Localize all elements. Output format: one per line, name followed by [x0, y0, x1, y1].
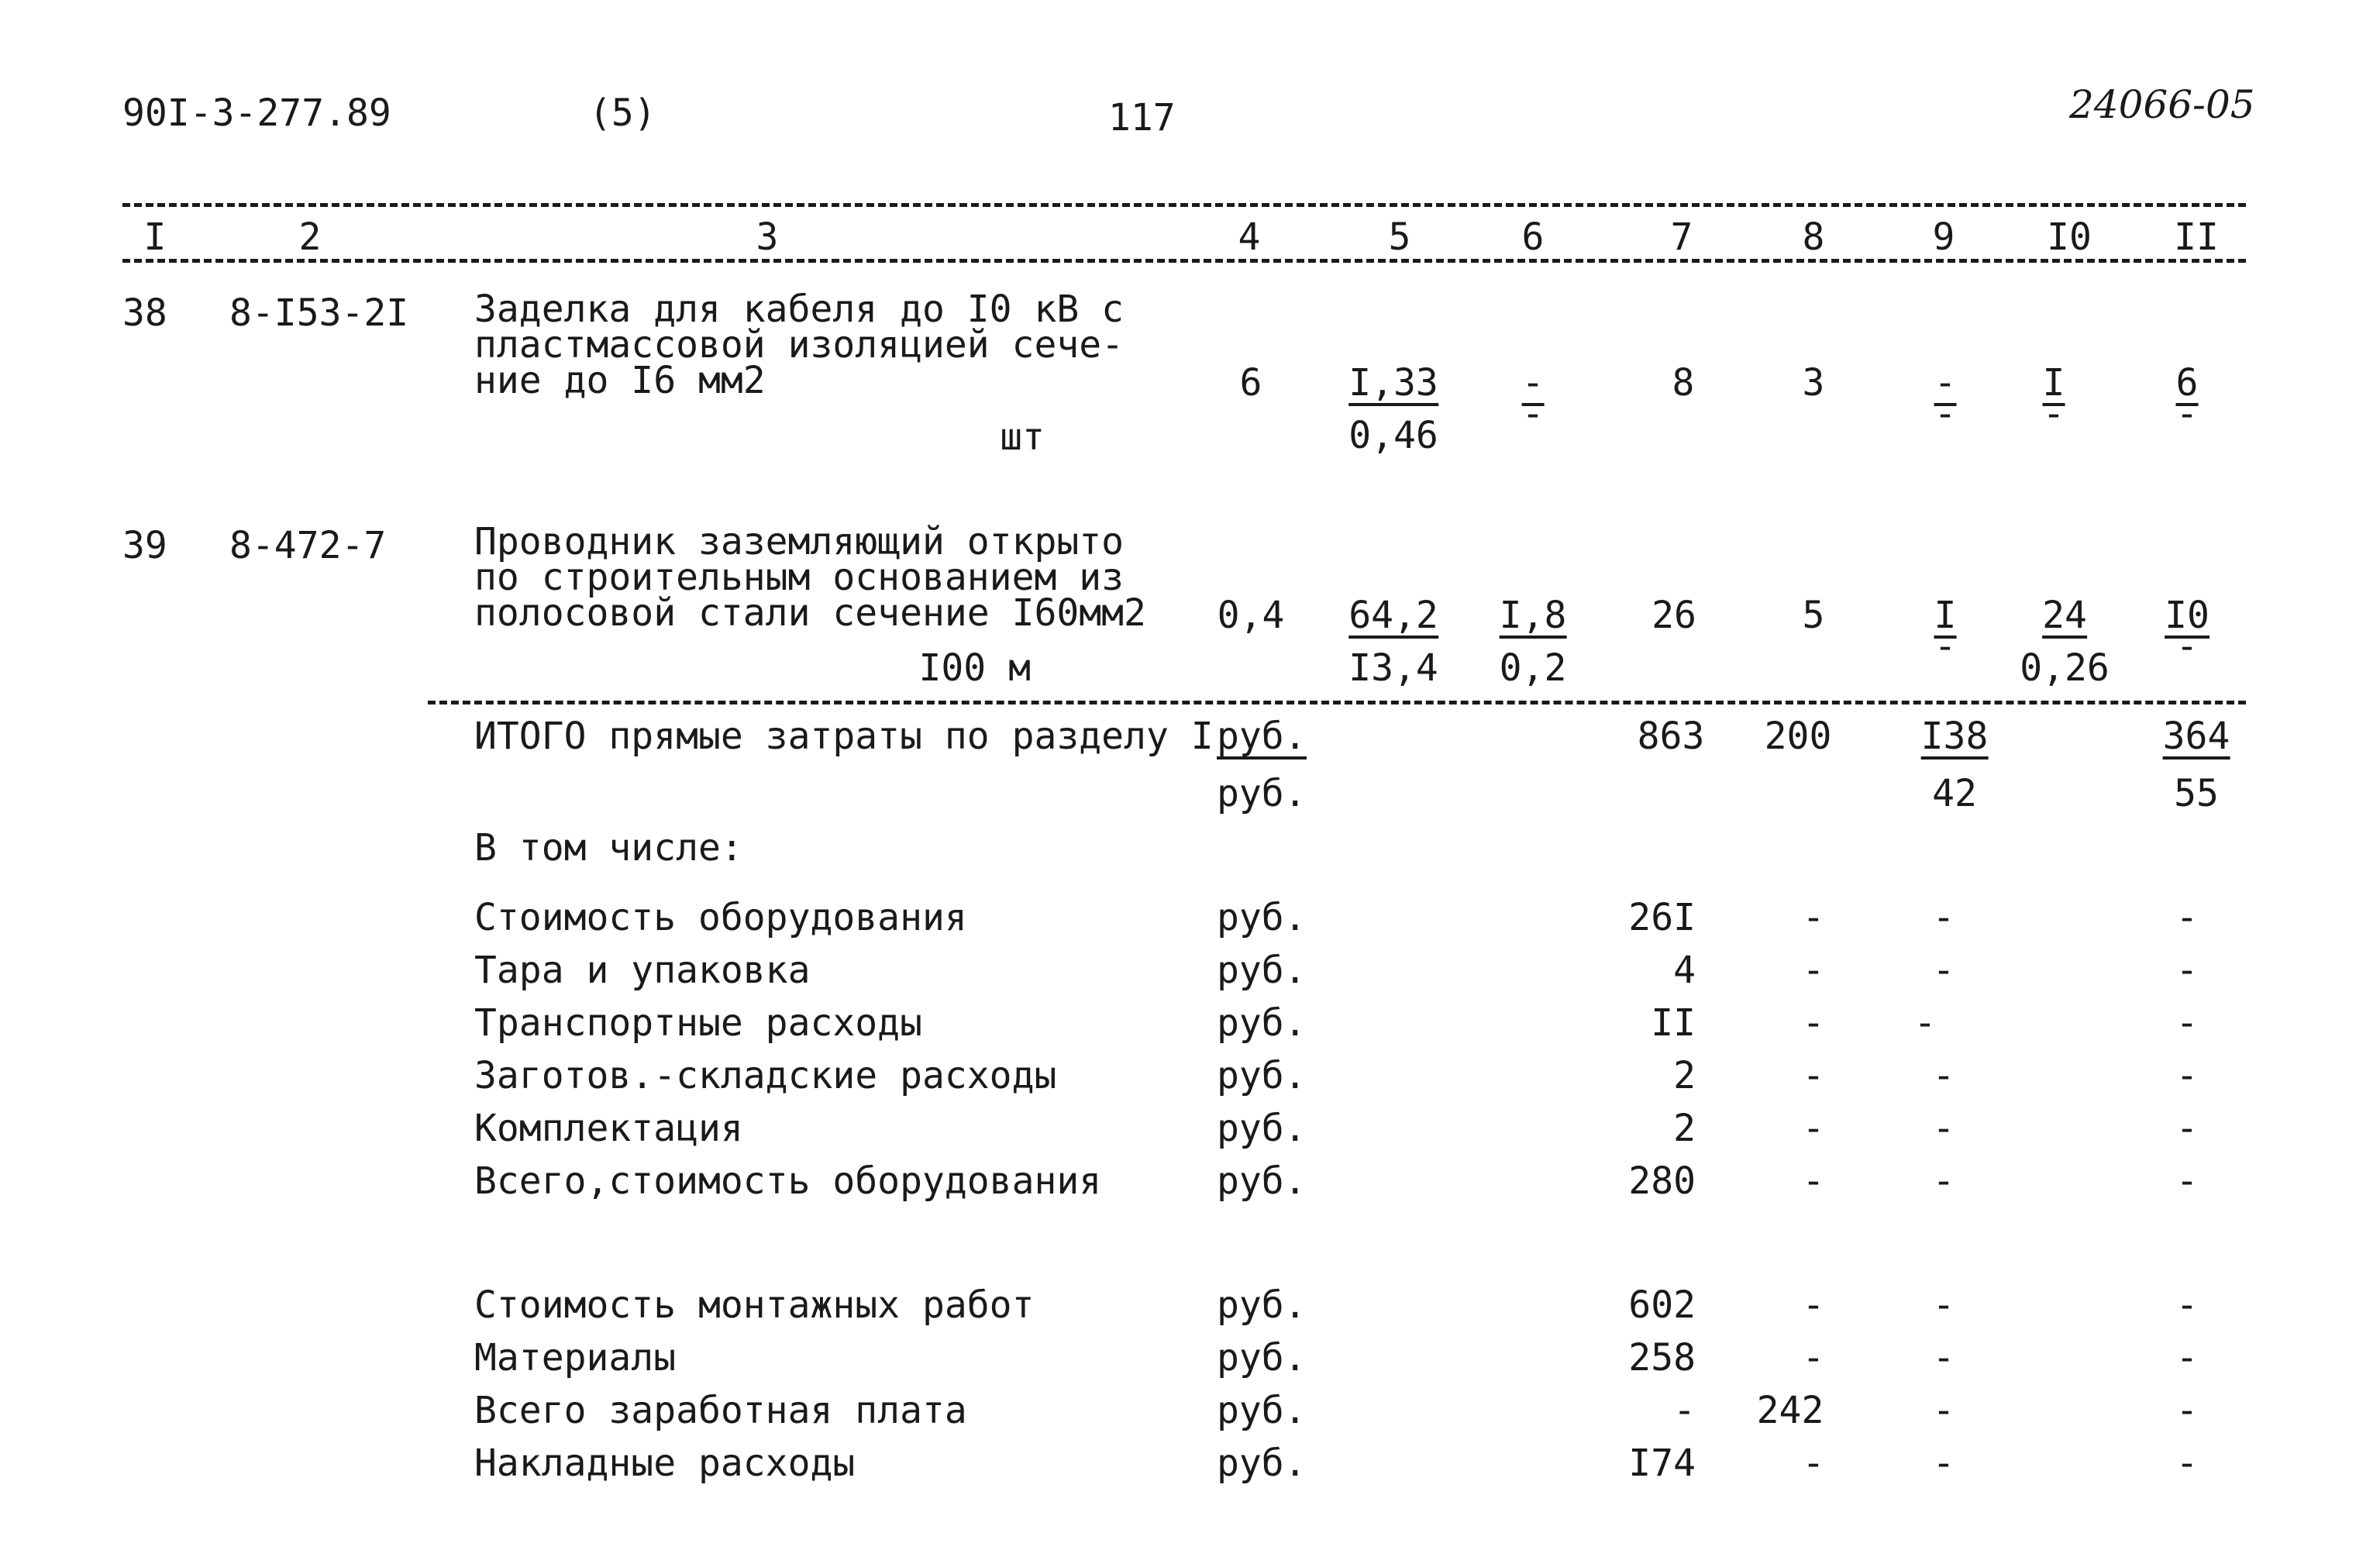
- breakdown-unit: руб.: [1217, 1442, 1307, 1485]
- breakdown-col8: -: [1802, 1159, 1825, 1203]
- breakdown-col8: -: [1802, 1283, 1825, 1327]
- breakdown-label: Материалы: [474, 1336, 677, 1380]
- total-col11-top: 364: [2162, 715, 2230, 758]
- header-bottom-rule: [122, 259, 2246, 263]
- col11-bottom: -: [2175, 625, 2199, 668]
- breakdown-col11: -: [2175, 1283, 2199, 1327]
- breakdown-col8: -: [1802, 949, 1825, 992]
- column-header-5: 5: [1388, 215, 1411, 259]
- breakdown-col9: -: [1913, 1001, 1937, 1045]
- col5-top: I,33: [1348, 361, 1438, 405]
- col9-top: I: [1934, 594, 1957, 637]
- breakdown-col9: -: [1932, 1159, 1955, 1203]
- item-description: Проводник заземляющий открыто по строительным основанием из полосовой стали сечение I60мм2: [474, 520, 1146, 635]
- breakdown-unit: руб.: [1217, 1159, 1307, 1203]
- breakdown-unit: руб.: [1217, 1389, 1307, 1432]
- breakdown-unit: руб.: [1217, 1283, 1307, 1327]
- breakdown-col9: -: [1932, 949, 1955, 992]
- col10-bottom: -: [2042, 392, 2065, 436]
- breakdown-col9: -: [1932, 1054, 1955, 1097]
- col10-top: 24: [2042, 594, 2087, 637]
- breakdown-col11: -: [2175, 896, 2199, 939]
- item-unit: шт: [1000, 415, 1045, 459]
- breakdown-col9: -: [1932, 896, 1955, 939]
- breakdown-label: Накладные расходы: [474, 1442, 856, 1485]
- breakdown-col7: 602: [1628, 1283, 1696, 1327]
- column-header-10: I0: [2047, 215, 2092, 259]
- breakdown-unit: руб.: [1217, 1107, 1307, 1150]
- document-code: 90I-3-277.89: [122, 91, 391, 135]
- breakdown-col8: -: [1802, 896, 1825, 939]
- breakdown-unit: руб.: [1217, 1001, 1307, 1045]
- column-header-6: 6: [1521, 215, 1545, 259]
- breakdown-col11: -: [2175, 1389, 2199, 1432]
- column-header-3: 3: [756, 215, 779, 259]
- breakdown-col7: 2: [1673, 1054, 1696, 1097]
- breakdown-col7: II: [1651, 1001, 1696, 1045]
- col6-bottom: -: [1521, 392, 1545, 436]
- breakdown-label: Тара и упаковка: [474, 949, 811, 992]
- breakdown-col7: 280: [1628, 1159, 1696, 1203]
- breakdown-col8: -: [1802, 1107, 1825, 1150]
- col9-bottom: -: [1934, 625, 1957, 668]
- col8-value: 3: [1802, 361, 1825, 405]
- breakdown-col7: -: [1673, 1389, 1696, 1432]
- col11-top: I0: [2165, 594, 2210, 637]
- col5-top: 64,2: [1348, 594, 1438, 637]
- total-col11-bottom: 55: [2174, 772, 2219, 815]
- col8-value: 5: [1802, 594, 1825, 637]
- breakdown-col7: 26I: [1628, 896, 1696, 939]
- breakdown-col8: -: [1802, 1442, 1825, 1485]
- breakdown-label: Всего,стоимость оборудования: [474, 1159, 1102, 1203]
- breakdown-col8: -: [1802, 1336, 1825, 1380]
- column-header-2: 2: [298, 215, 322, 259]
- subtotal-rule: [428, 701, 2246, 704]
- price-code: 8-I53-2I: [229, 291, 409, 335]
- col11-top: 6: [2175, 361, 2199, 405]
- column-header-1: I: [143, 215, 167, 259]
- col6-bottom: 0,2: [1499, 646, 1567, 690]
- breakdown-label: Транспортные расходы: [474, 1001, 922, 1045]
- total-col8: 200: [1764, 715, 1832, 758]
- col7-value: 26: [1652, 594, 1696, 637]
- col7-value: 8: [1672, 361, 1695, 405]
- column-header-9: 9: [1932, 215, 1955, 259]
- col11-bottom: -: [2175, 392, 2199, 436]
- section-number: (5): [589, 91, 656, 135]
- breakdown-col9: -: [1932, 1442, 1955, 1485]
- col5-bottom: 0,46: [1348, 414, 1438, 457]
- breakdown-label: Стоимость оборудования: [474, 896, 967, 939]
- quantity: 6: [1239, 361, 1262, 405]
- price-code: 8-472-7: [229, 524, 387, 567]
- col9-top: -: [1934, 361, 1957, 405]
- handwritten-inventory-code: 24066-05: [2069, 82, 2255, 127]
- col10-top: I: [2042, 361, 2065, 405]
- total-label: ИТОГО прямые затраты по разделу I: [474, 715, 1214, 758]
- breakdown-col7: 4: [1673, 949, 1696, 992]
- total-unit-top: руб.: [1217, 715, 1307, 758]
- column-header-11: II: [2174, 215, 2219, 259]
- total-unit-bottom: руб.: [1217, 772, 1307, 815]
- total-col9-bottom: 42: [1932, 772, 1977, 815]
- col9-bottom: -: [1934, 392, 1957, 436]
- header-top-rule: [122, 203, 2246, 207]
- breakdown-unit: руб.: [1217, 1054, 1307, 1097]
- row-number: 38: [122, 291, 167, 335]
- col6-top: I,8: [1499, 594, 1567, 637]
- breakdown-col11: -: [2175, 949, 2199, 992]
- breakdown-unit: руб.: [1217, 949, 1307, 992]
- breakdown-col7: I74: [1628, 1442, 1696, 1485]
- breakdown-unit: руб.: [1217, 1336, 1307, 1380]
- column-header-4: 4: [1238, 215, 1261, 259]
- column-header-7: 7: [1670, 215, 1693, 259]
- breakdown-col11: -: [2175, 1054, 2199, 1097]
- page-number: 117: [1108, 96, 1176, 140]
- breakdown-col11: -: [2175, 1442, 2199, 1485]
- breakdown-col8: -: [1802, 1054, 1825, 1097]
- quantity: 0,4: [1217, 594, 1285, 637]
- breakdown-col8: -: [1802, 1001, 1825, 1045]
- breakdown-col9: -: [1932, 1336, 1955, 1380]
- breakdown-col7: 2: [1673, 1107, 1696, 1150]
- col5-bottom: I3,4: [1348, 646, 1438, 690]
- including-label: В том числе:: [474, 826, 743, 870]
- breakdown-unit: руб.: [1217, 896, 1307, 939]
- breakdown-col9: -: [1932, 1389, 1955, 1432]
- total-col9-top: I38: [1920, 715, 1989, 758]
- breakdown-label: Заготов.-складские расходы: [474, 1054, 1057, 1097]
- col10-bottom: 0,26: [2020, 646, 2110, 690]
- breakdown-col11: -: [2175, 1159, 2199, 1203]
- breakdown-label: Всего заработная плата: [474, 1389, 967, 1432]
- breakdown-col7: 258: [1628, 1336, 1696, 1380]
- breakdown-col8: 242: [1756, 1389, 1824, 1432]
- row-number: 39: [122, 524, 167, 567]
- col6-top: -: [1521, 361, 1545, 405]
- breakdown-col11: -: [2175, 1107, 2199, 1150]
- breakdown-label: Комплектация: [474, 1107, 743, 1150]
- column-header-8: 8: [1802, 215, 1825, 259]
- breakdown-col9: -: [1932, 1283, 1955, 1327]
- breakdown-label: Стоимость монтажных работ: [474, 1283, 1035, 1327]
- breakdown-col9: -: [1932, 1107, 1955, 1150]
- item-unit: I00 м: [918, 646, 1031, 690]
- breakdown-col11: -: [2175, 1336, 2199, 1380]
- item-description: Заделка для кабеля до I0 кВ с пластмассовой изоляцией сече- ние до I6 мм2: [474, 288, 1125, 402]
- total-col7: 863: [1637, 715, 1705, 758]
- breakdown-col11: -: [2175, 1001, 2199, 1045]
